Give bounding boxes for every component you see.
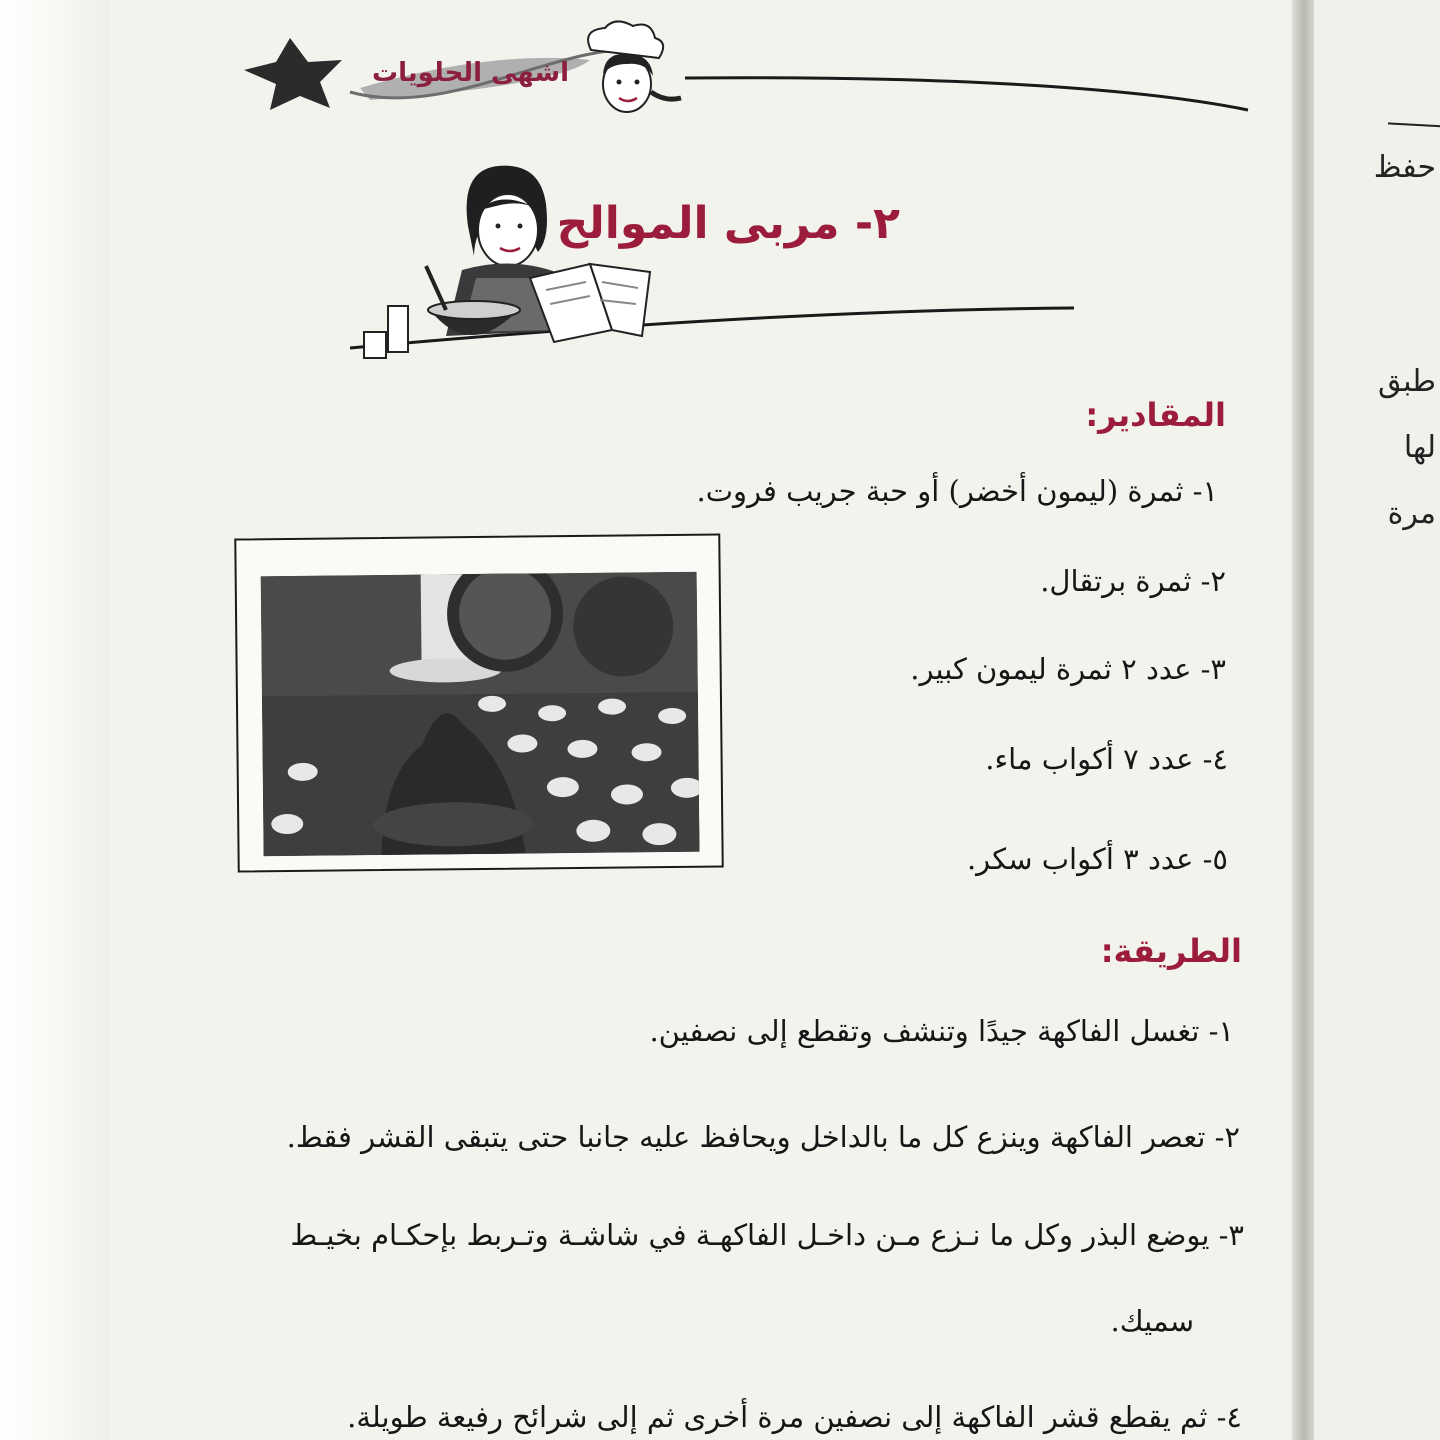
recipe-title: ٢- مربى الموالح — [556, 198, 900, 249]
citrus-jam-photo — [261, 572, 700, 857]
ingredient-item: ٤- عدد ٧ أكواب ماء. — [985, 742, 1228, 776]
facing-fragment: طبق — [1378, 364, 1436, 399]
book-title: اشهى الحلويات — [372, 58, 569, 88]
facing-fragment: مرة — [1387, 496, 1436, 531]
photo-frame — [234, 533, 723, 872]
method-heading: الطريقة: — [1100, 932, 1242, 970]
right-page — [1314, 0, 1440, 1440]
header-rule — [685, 78, 1248, 110]
ingredient-item: ١- ثمرة (ليمون أخضر) أو حبة جريب فروت. — [696, 474, 1218, 508]
chef-icon — [588, 21, 681, 112]
ingredient-item: ٢- ثمرة برتقال. — [1040, 564, 1226, 598]
ingredient-item: ٥- عدد ٣ أكواب سكر. — [966, 842, 1228, 876]
ingredients-heading: المقادير: — [1085, 396, 1226, 434]
method-step: ٢- تعصر الفاكهة وينزع كل ما بالداخل ويحافظ عليه جانبا حتى يتبقى القشر فقط. — [286, 1120, 1240, 1154]
method-step: ٤- ثم يقطع قشر الفاكهة إلى نصفين مرة أخرى ثم إلى شرائح رفيعة طويلة. — [347, 1400, 1242, 1434]
method-step-continuation: سميك. — [1110, 1304, 1194, 1338]
page-edge — [0, 0, 110, 1440]
facing-fragment: حفظ — [1373, 150, 1436, 185]
method-step: ٣- يوضع البذر وكل ما نـزع مـن داخـل الفاكهـة في شاشـة وتـربط بإحكـام بخيـط — [290, 1218, 1244, 1252]
ingredient-item: ٣- عدد ٢ ثمرة ليمون كبير. — [910, 652, 1226, 686]
method-step: ١- تغسل الفاكهة جيدًا وتنشف وتقطع إلى نصفين. — [649, 1014, 1234, 1048]
star-icon — [244, 38, 342, 110]
woman-cooking-icon — [350, 160, 1080, 370]
book-gutter — [1292, 0, 1314, 1440]
facing-fragment: لها — [1403, 430, 1436, 465]
